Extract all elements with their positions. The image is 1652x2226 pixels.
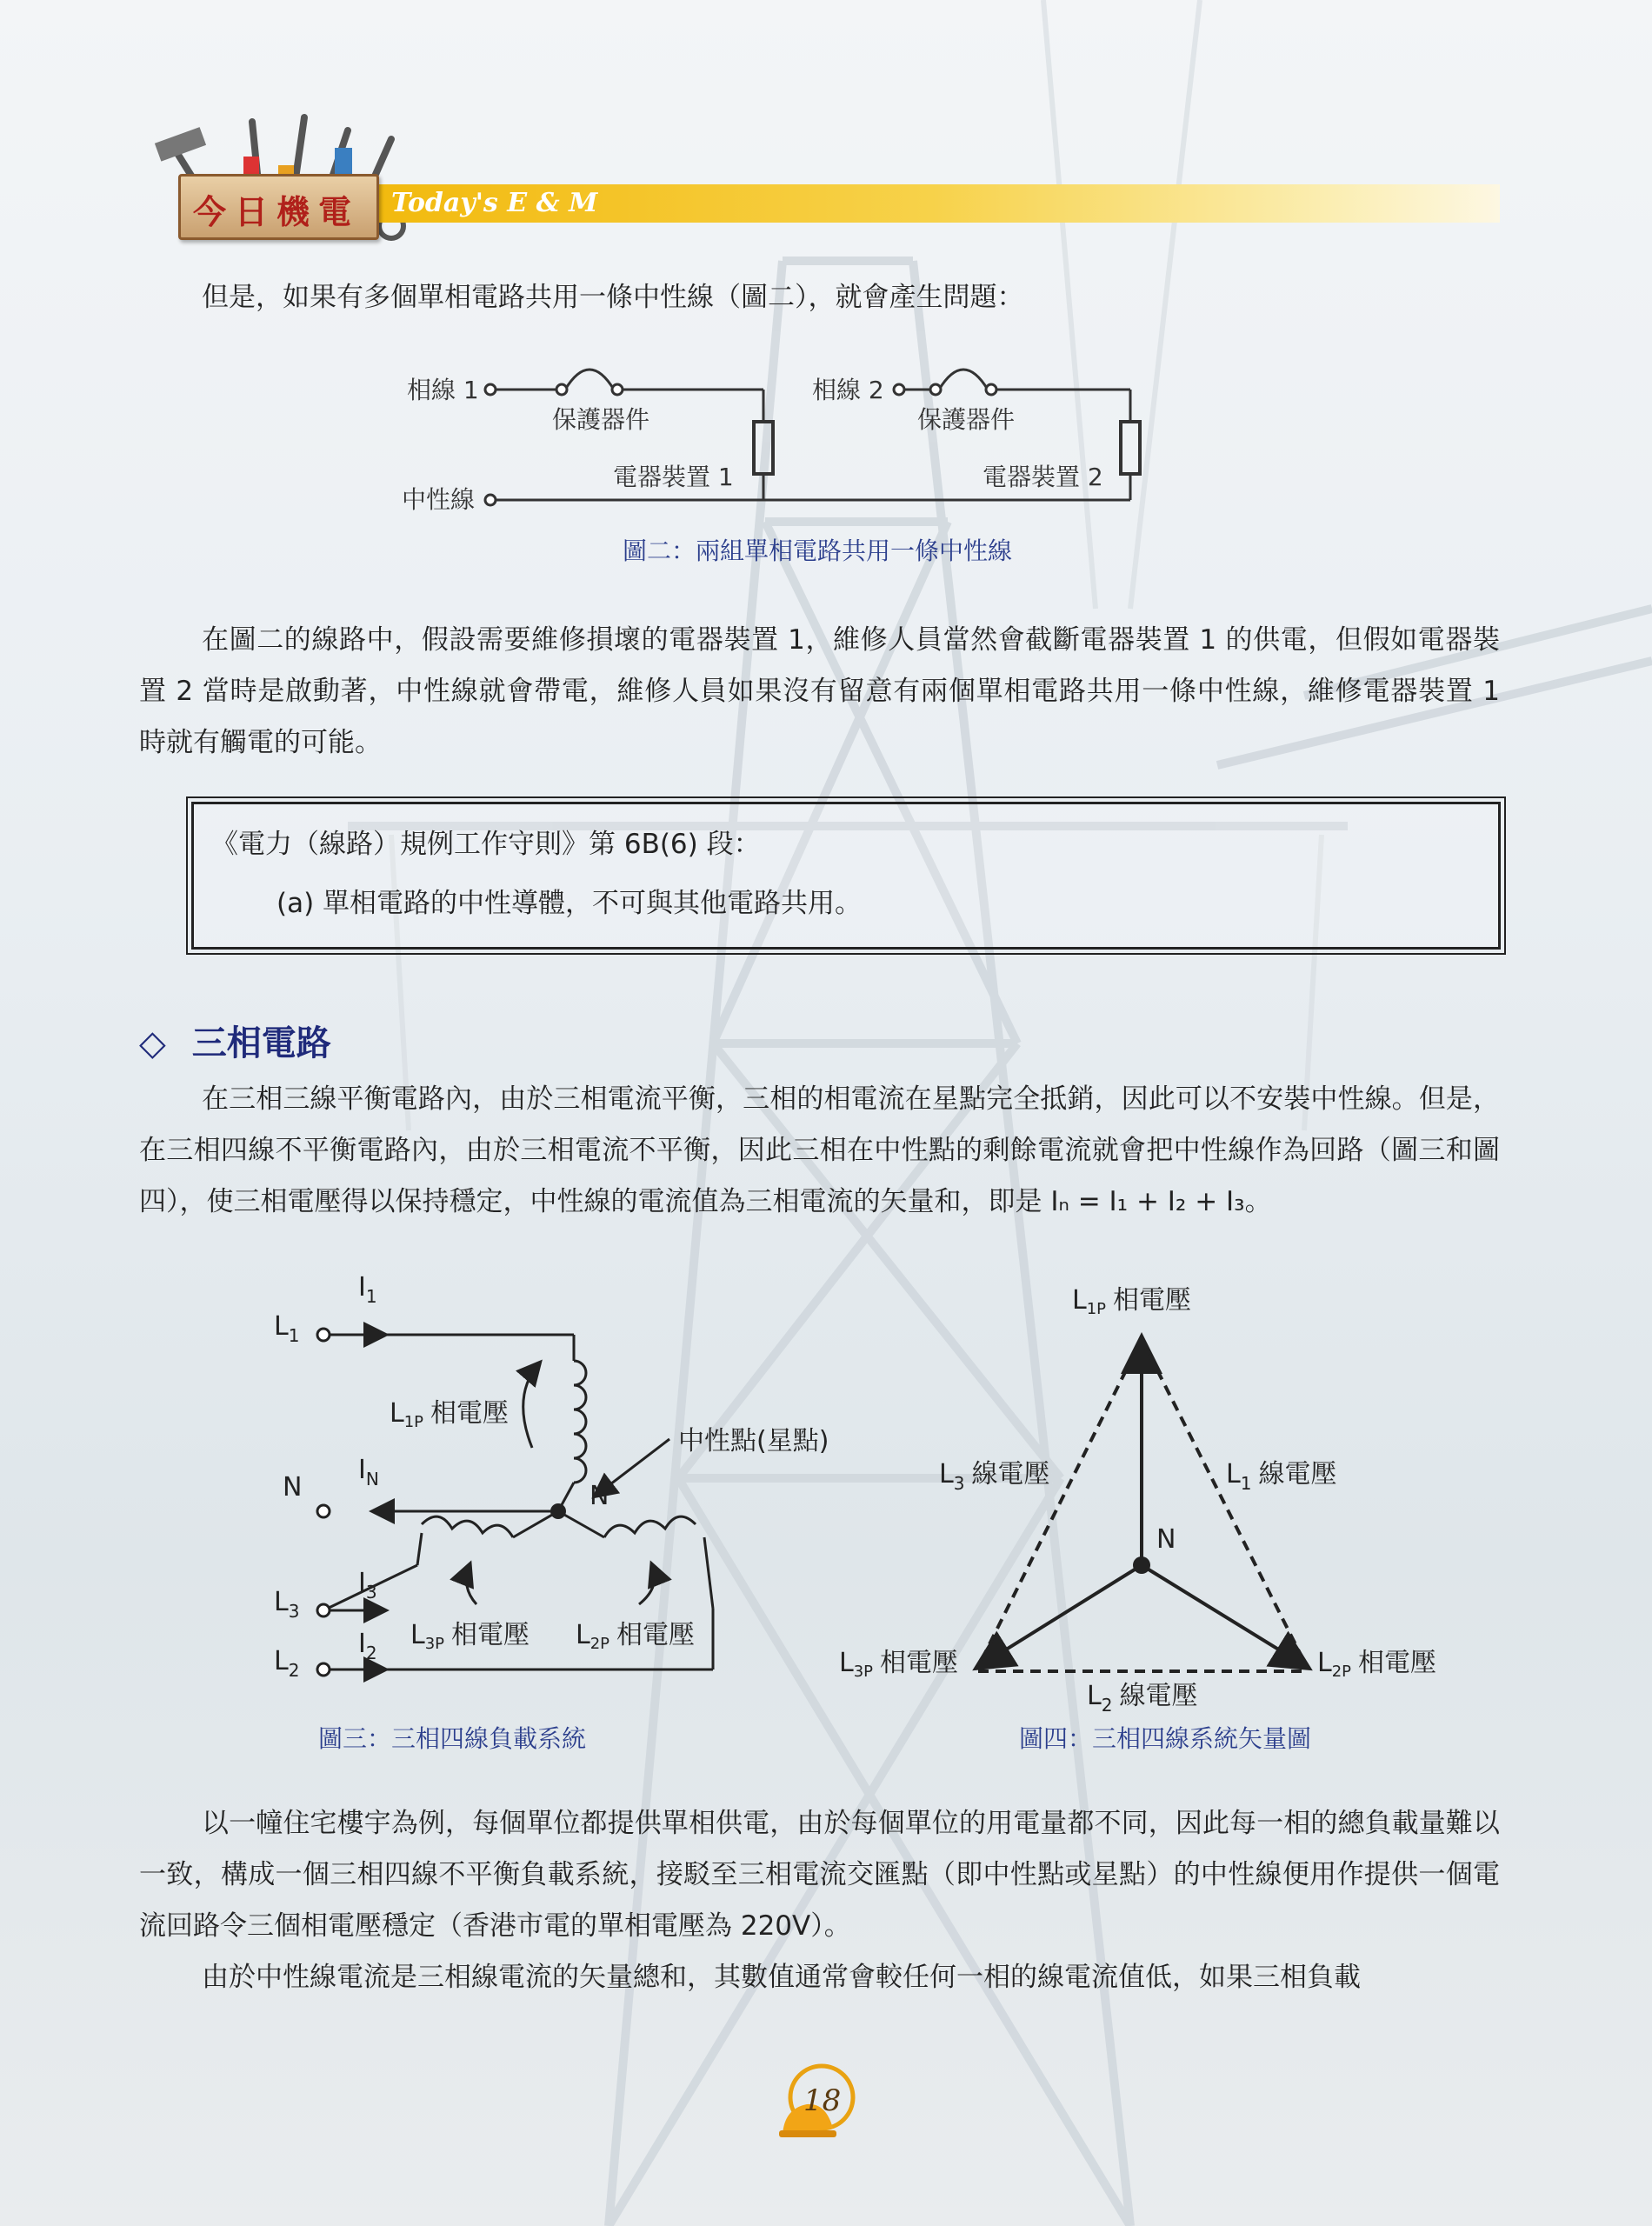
header-banner [365, 184, 1500, 223]
fig3-L3: $L_3$ [274, 1587, 300, 1622]
fig3-L2P: $L_{2P}$ 相電壓 [576, 1620, 696, 1653]
fig4-L2P: $L_{2P}$ 相電壓 [1317, 1648, 1437, 1681]
figure-4-vector-diagram [826, 1278, 1469, 1716]
fig3-I1: $I_1$ [358, 1272, 377, 1307]
figure-2-circuit [383, 357, 1165, 530]
logo-text: 今日機電 [193, 192, 361, 231]
phase1-terminal [485, 384, 496, 395]
paragraph-3: 以一幢住宅樓宇為例，每個單位都提供單相供電，由於每個單位的用電量都不同，因此每一相的總負載量難以一致，構成一個三相四線不平衡負載系統，接駁至三相電流交匯點（即中性點或星點）的中性線便用作提供一個電流回路令三個相電壓穩定（香港市電的單相電壓為 220V）。 [139, 1808, 1500, 1942]
fig4-L1: $L_1$ 線電壓 [1226, 1459, 1337, 1494]
intro-paragraph: 但是，如果有多個單相電路共用一條中性線（圖二），就會產生問題： [202, 282, 1024, 313]
fig4-L2: $L_2$ 線電壓 [1087, 1681, 1198, 1716]
paragraph-4: 由於中性線電流是三相線電流的矢量總和，其數值通常會較任何一相的線電流值低，如果三相負載 [202, 1962, 1361, 1993]
fig3-L1P: $L_{1P}$ 相電壓 [390, 1398, 510, 1431]
fig3-star-label: 中性點(星點) [678, 1426, 829, 1456]
fig2-phase1-label: 相線 1 [407, 376, 479, 404]
figure-3-circuit [252, 1261, 829, 1687]
figure-3-caption: 圖三：三相四線負載系統 [317, 1724, 586, 1753]
fig3-N-center: N [590, 1481, 610, 1511]
fig4-L3P: $L_{3P}$ 相電壓 [839, 1648, 959, 1681]
fig3-I3: $I_3$ [358, 1568, 377, 1603]
fig2-protect1-label: 保護器件 [552, 405, 650, 434]
regulation-title: 《電力（線路）規例工作守則》第 6B(6) 段： [211, 829, 761, 860]
section-title: 三相電路 [191, 1023, 331, 1063]
regulation-box [191, 802, 1501, 950]
section-heading [139, 1016, 331, 1065]
fig3-L3P: $L_{3P}$ 相電壓 [410, 1620, 530, 1653]
fig4-N: N [1156, 1524, 1176, 1555]
fig4-neutral-point [1133, 1556, 1150, 1574]
phase2-terminal [894, 384, 904, 395]
fig3-L2: $L_2$ [274, 1646, 300, 1681]
fig3-I2: $I_2$ [358, 1629, 377, 1663]
figure-2-caption: 圖二：兩組單相電路共用一條中性線 [622, 537, 1012, 565]
neutral-terminal [485, 495, 496, 505]
diamond-icon: ◇ [139, 1023, 166, 1063]
fig3-N-left: N [283, 1472, 303, 1503]
fig3-L1: $L_1$ [274, 1311, 300, 1346]
header-subtitle: Today's E & M [391, 188, 598, 218]
logo-plate [178, 174, 379, 240]
page-number: 18 [803, 2083, 842, 2118]
regulation-item: (a) 單相電路的中性導體，不可與其他電路共用。 [276, 888, 863, 919]
figure-4-caption: 圖四：三相四線系統矢量圖 [1018, 1724, 1311, 1753]
star-point [550, 1503, 566, 1519]
fig2-protect2-label: 保護器件 [917, 405, 1016, 434]
paragraph-2: 在三相三線平衡電路內，由於三相電流平衡，三相的相電流在星點完全抵銷，因此可以不安裝中性線。但是，在三相四線不平衡電路內，由於三相電流不平衡，因此三相在中性點的剩餘電流就會把中性線作為回路（圖三和圖四），使三相電壓得以保持穩定，中性線的電流值為三相電流的矢量和，即是 Iₙ = I₁ + I₂ + I₃。 [139, 1083, 1500, 1217]
paragraph-1: 在圖二的線路中，假設需要維修損壞的電器裝置 1，維修人員當然會截斷電器裝置 1 的供電，但假如電器裝置 2 當時是啟動著，中性線就會帶電，維修人員如果沒有留意有兩個單相電路共用一條中性線，維修電器裝置 1 時就有觸電的可能。 [139, 624, 1500, 758]
fig2-phase2-label: 相線 2 [812, 376, 884, 404]
fig3-IN: $I_N$ [358, 1455, 379, 1490]
fig2-device1-label: 電器裝置 1 [613, 463, 734, 491]
fig2-device2-label: 電器裝置 2 [983, 463, 1103, 491]
page-number-badge [774, 2061, 861, 2148]
fig4-L3: $L_3$ 線電壓 [939, 1459, 1050, 1494]
fig4-L1P: $L_{1P}$ 相電壓 [1072, 1285, 1192, 1318]
fig2-neutral-label: 中性線 [402, 485, 476, 514]
